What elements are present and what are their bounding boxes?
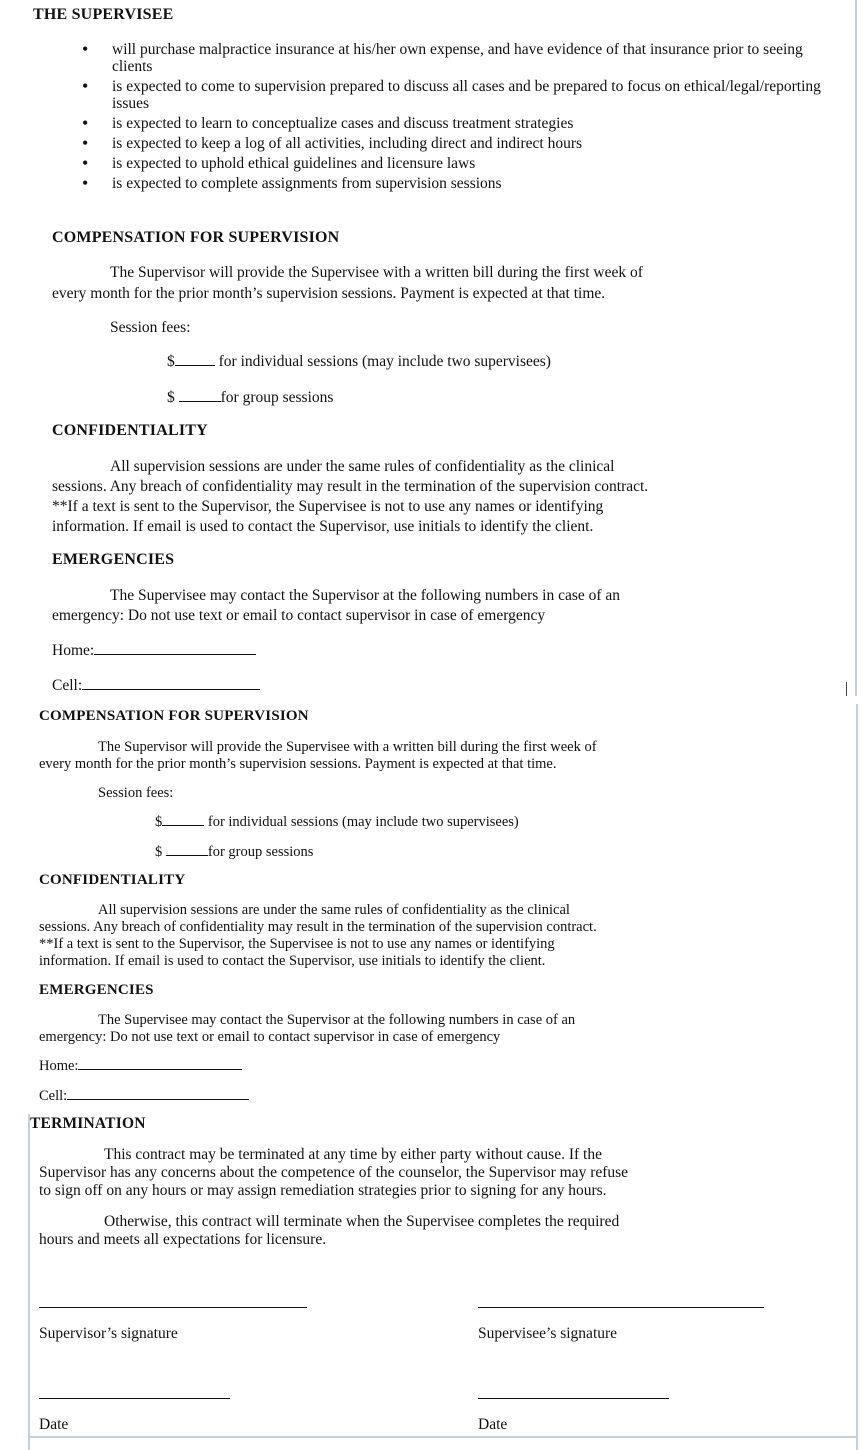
emergencies-text-line: emergency: Do not use text or email to contact supervisor in case of emergency — [52, 607, 546, 624]
fee-individual-label: for individual sessions (may include two supervisees) — [207, 814, 519, 830]
fee-group-line — [167, 388, 333, 407]
list-item: • is expected to learn to conceptualize cases and discuss treatment strategies — [82, 115, 822, 132]
fee-blank-field[interactable] — [175, 365, 215, 366]
supervisee-date-label: Date — [478, 1416, 508, 1433]
confidentiality-text-line: sessions. Any breach of confidentiality may result in the termination of the supervision contract. — [39, 919, 597, 935]
termination-text-line: Supervisor has any concerns about the competence of the counselor, the Supervisor may refuse — [39, 1164, 629, 1181]
termination-heading: TERMINATION — [30, 1115, 146, 1132]
list-item: • is expected to uphold ethical guidelines and licensure laws — [82, 155, 822, 172]
emergencies-heading: EMERGENCIES — [39, 982, 154, 998]
supervisor-date-line[interactable] — [39, 1398, 230, 1399]
termination-text-line: hours and meets all expectations for licensure. — [39, 1231, 327, 1248]
confidentiality-text-line: All supervision sessions are under the same rules of confidentiality as the clinical — [98, 902, 570, 918]
supervisor-signature-label: Supervisor’s signature — [39, 1325, 178, 1342]
fee-group-label: for group sessions — [220, 389, 334, 406]
cell-phone-blank[interactable] — [82, 689, 260, 690]
compensation-text-line: The Supervisor will provide the Supervisee with a written bill during the first week of — [98, 739, 597, 755]
page-edge-mark — [846, 682, 847, 696]
termination-text-line: This contract may be terminated at any time by either party without cause. If the — [104, 1146, 602, 1163]
supervisor-date-label: Date — [39, 1416, 69, 1433]
document-page-bottom — [0, 704, 866, 1450]
list-item: • is expected to complete assignments from supervision sessions — [82, 175, 822, 192]
session-fees-label: Session fees: — [110, 319, 191, 336]
compensation-heading: COMPENSATION FOR SUPERVISION — [52, 229, 340, 246]
supervisee-signature-label: Supervisee’s signature — [478, 1325, 618, 1342]
cell-phone-blank[interactable] — [67, 1099, 249, 1100]
currency-symbol: $ — [155, 844, 163, 860]
supervisor-signature-line[interactable] — [39, 1307, 307, 1308]
cell-phone-field — [39, 1088, 249, 1105]
compensation-text-line: The Supervisor will provide the Supervisee with a written bill during the first week of — [110, 264, 643, 281]
confidentiality-text-line: All supervision sessions are under the same rules of confidentiality as the clinical — [110, 458, 615, 475]
currency-symbol: $ — [155, 814, 163, 830]
list-item: • is expected to come to supervision prepared to discuss all cases and be prepared to focus on ethical/legal/reporting issues — [82, 78, 822, 112]
supervisee-date-line[interactable] — [478, 1398, 669, 1399]
confidentiality-text-line: **If a text is sent to the Supervisor, the Supervisee is not to use any names or identifying — [52, 498, 604, 515]
page-edge — [855, 0, 857, 696]
page-edge — [856, 704, 858, 1450]
supervisee-signature-line[interactable] — [478, 1307, 764, 1308]
emergencies-text-line: emergency: Do not use text or email to contact supervisor in case of emergency — [39, 1029, 501, 1045]
confidentiality-text-line: **If a text is sent to the Supervisor, the Supervisee is not to use any names or identifying — [39, 936, 555, 952]
cell-label: Cell: — [52, 677, 83, 694]
home-label: Home: — [39, 1058, 79, 1074]
cell-label: Cell: — [39, 1088, 68, 1104]
home-label: Home: — [52, 642, 95, 659]
fee-blank-field[interactable] — [166, 855, 208, 856]
fee-individual-line — [167, 352, 551, 371]
compensation-text-line: every month for the prior month’s supervision sessions. Payment is expected at that time. — [39, 756, 557, 772]
supervisee-heading: THE SUPERVISEE — [33, 6, 174, 23]
termination-text-line: Otherwise, this contract will terminate when the Supervisee completes the required — [104, 1213, 620, 1230]
fee-individual-line — [155, 814, 519, 831]
emergencies-text-line: The Supervisee may contact the Supervisor at the following numbers in case of an — [98, 1012, 576, 1028]
termination-text-line: to sign off on any hours or may assign remediation strategies prior to signing for any hours. — [39, 1182, 607, 1199]
compensation-heading: COMPENSATION FOR SUPERVISION — [39, 708, 309, 724]
compensation-text-line: every month for the prior month’s supervision sessions. Payment is expected at that time. — [52, 285, 606, 302]
list-item: • will purchase malpractice insurance at his/her own expense, and have evidence of that insurance prior to seeing clients — [82, 41, 822, 75]
confidentiality-heading: CONFIDENTIALITY — [52, 422, 208, 439]
currency-symbol: $ — [167, 389, 175, 406]
session-fees-label: Session fees: — [98, 785, 174, 801]
home-phone-field — [52, 641, 256, 660]
home-phone-field — [39, 1058, 242, 1075]
document-page-top — [0, 0, 866, 696]
fee-individual-label: for individual sessions (may include two supervisees) — [218, 353, 551, 370]
confidentiality-text-line: information. If email is used to contact the Supervisor, use initials to identify the client. — [52, 518, 594, 535]
cell-phone-field — [52, 676, 260, 695]
fee-blank-field[interactable] — [162, 825, 204, 826]
supervisee-list — [82, 41, 822, 195]
fee-blank-field[interactable] — [179, 401, 221, 402]
page-edge — [28, 1114, 30, 1450]
confidentiality-text-line: information. If email is used to contact the Supervisor, use initials to identify the client. — [39, 953, 546, 969]
home-phone-blank[interactable] — [94, 654, 256, 655]
emergencies-heading: EMERGENCIES — [52, 551, 175, 568]
fee-group-label: for group sessions — [207, 844, 314, 860]
fee-group-line — [155, 844, 313, 861]
emergencies-text-line: The Supervisee may contact the Supervisor at the following numbers in case of an — [110, 587, 621, 604]
page-edge — [28, 1436, 858, 1438]
currency-symbol: $ — [167, 353, 175, 370]
list-item: • is expected to keep a log of all activities, including direct and indirect hours — [82, 135, 822, 152]
confidentiality-text-line: sessions. Any breach of confidentiality may result in the termination of the supervision contract. — [52, 478, 649, 495]
home-phone-blank[interactable] — [78, 1069, 242, 1070]
confidentiality-heading: CONFIDENTIALITY — [39, 872, 186, 888]
